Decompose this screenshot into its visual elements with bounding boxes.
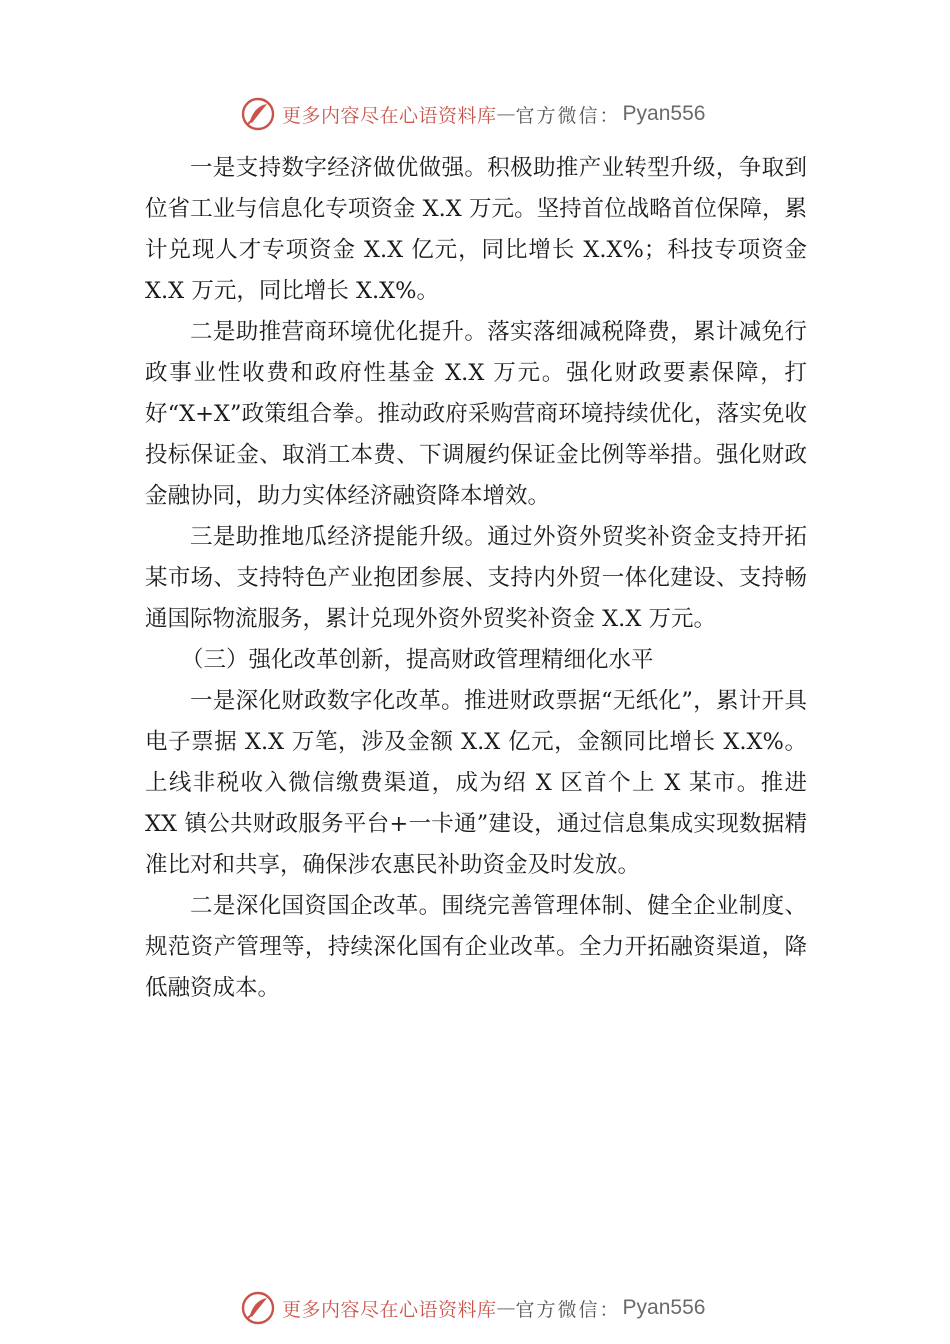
- watermark-brand: 更多内容尽在心语资料库: [282, 1298, 497, 1321]
- watermark-wechat-label: 官方微信：: [515, 1298, 621, 1321]
- paragraph-digital-economy: 一是支持数字经济做优做强。积极助推产业转型升级，争取到位省工业与信息化专项资金 X.X 万元。坚持首位战略首位保障，累计兑现人才专项资金 X.X 亿元，同比增长 X.X%；科技专项资金 X.X 万元，同比增长 X.X%。: [145, 155, 807, 304]
- watermark-brand: 更多内容尽在心语资料库: [282, 104, 497, 127]
- paragraph-business-environment: 二是助推营商环境优化提升。落实落细减税降费，累计减免行政事业性收费和政府性基金 X.X 万元。强化财政要素保障，打好“X+X”政策组合拳。推动政府采购营商环境持续优化，落实免收投标保证金、取消工本费、下调履约保证金比例等举措。强化财政金融协同，助力实体经济融资降本增效。: [145, 319, 807, 509]
- paragraph-soe-reform: 二是深化国资国企改革。围绕完善管理体制、健全企业制度、规范资产管理等，持续深化国有企业改革。全力开拓融资渠道，降低融资成本。: [145, 893, 807, 1001]
- paragraph-digua-economy: 三是助推地瓜经济提能升级。通过外资外贸奖补资金支持开拓某市场、支持特色产业抱团参展、支持内外贸一体化建设、支持畅通国际物流服务，累计兑现外资外贸奖补资金 X.X 万元。: [145, 524, 807, 632]
- document-body: [145, 148, 807, 1009]
- watermark-wechat-label: 官方微信：: [515, 104, 621, 127]
- watermark-dash: —: [496, 1297, 516, 1319]
- watermark-banner-bottom: [240, 1288, 705, 1328]
- paragraph-fiscal-digital-reform: 一是深化财政数字化改革。推进财政票据“无纸化”，累计开具电子票据 X.X 万笔，涉及金额 X.X 亿元，金额同比增长 X.X%。上线非税收入微信缴费渠道，成为绍 X 区首个上 X 某市。推进 XX 镇公共财政服务平台+一卡通”建设，通过信息集成实现数据精准比对和共享，确保涉农惠民补助资金及时发放。: [145, 688, 807, 878]
- watermark-wechat-id: Pyan556: [622, 102, 706, 125]
- section-heading-reform: （三）强化改革创新，提高财政管理精细化水平: [181, 647, 654, 673]
- brand-logo-icon: [240, 1290, 276, 1326]
- watermark-dash: —: [496, 103, 516, 125]
- watermark-wechat-id: Pyan556: [622, 1296, 706, 1319]
- brand-logo-icon: [240, 96, 276, 132]
- watermark-banner-top: [240, 94, 705, 134]
